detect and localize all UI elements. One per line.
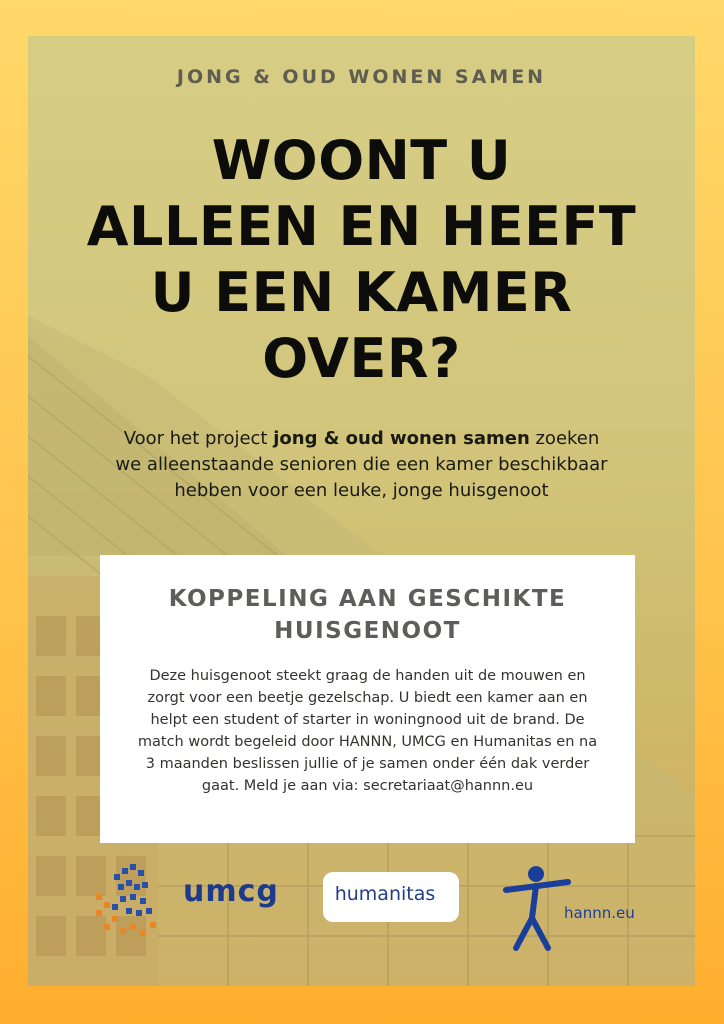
intro-after: zoeken we alleenstaande senioren die een kamer beschikbaar hebben voor een leuke, jonge huisgenoot	[115, 428, 608, 501]
intro-project-name: jong & oud wonen samen	[273, 428, 530, 449]
headline-line: WOONT U	[211, 129, 512, 192]
card-title	[120, 583, 615, 647]
frog-logo-icon	[90, 854, 168, 944]
poster	[28, 36, 695, 986]
headline-line: OVER?	[262, 327, 461, 390]
info-card	[100, 555, 635, 843]
humanitas-logo	[323, 872, 459, 922]
hannn-logo-text: hannn.eu	[564, 904, 635, 922]
headline	[48, 128, 675, 392]
card-body: Deze huisgenoot steekt graag de handen uit de mouwen en zorgt voor een beetje gezelschap. U biedt een kamer aan en helpt een student of starter in woningnood uit de brand. De match wordt begeleid door HANNN, UMCG en Humanitas en na 3 maanden beslissen jullie of je samen onder één dak verder gaat. Meld je aan via: secretariaat@hannn.eu	[137, 668, 598, 794]
headline-line: U EEN KAMER	[150, 261, 573, 324]
card-title-line: HUISGENOOT	[274, 618, 461, 644]
headline-line: ALLEEN EN HEEFT	[86, 195, 637, 258]
intro-text	[108, 426, 615, 504]
card-title-line: KOPPELING AAN GESCHIKTE	[168, 586, 567, 612]
umcg-logo: umcg	[183, 874, 279, 909]
kicker-title: JONG & OUD WONEN SAMEN	[176, 66, 547, 88]
intro-before: Voor het project	[123, 428, 274, 449]
humanitas-logo-text: humanitas	[334, 883, 436, 905]
